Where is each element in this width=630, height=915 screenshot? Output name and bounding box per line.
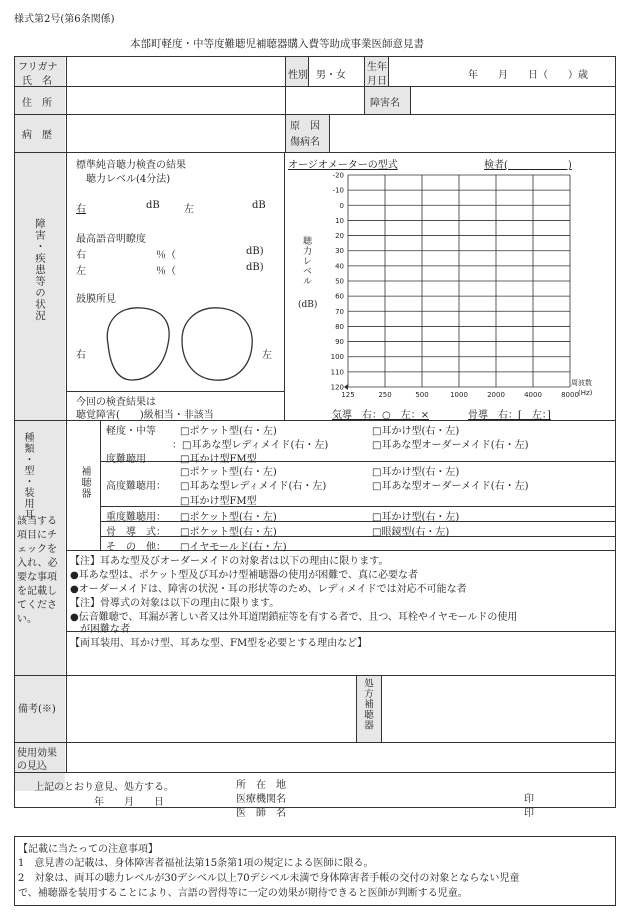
- bone-glasses[interactable]: □眼鏡型(右・左): [372, 527, 450, 538]
- status-side-label: 障害・疾患等の状況: [34, 218, 46, 322]
- note-2: ●耳あな型は、ポケット型及び耳かけ型補聴器の使用が困難で、真に必要な者: [70, 570, 419, 581]
- y-tick-label: 50: [335, 277, 344, 286]
- prescribe-label: 処方補聴器: [362, 678, 373, 731]
- severe-ear-hook[interactable]: □耳かけ型(右・左): [372, 512, 460, 523]
- sex-label: 性別: [288, 70, 308, 81]
- disability-label: 障害名: [370, 98, 400, 109]
- y-tick-label: 60: [335, 292, 344, 301]
- axis-arrow-icon: [344, 384, 348, 390]
- eardrum-right-label: 右: [76, 350, 86, 361]
- disability-field[interactable]: [414, 88, 612, 112]
- note-1: 【注】耳あな型及びオーダーメイドの対象者は以下の理由に限ります。: [70, 556, 389, 567]
- speech-label: 最高語音明瞭度: [76, 234, 146, 245]
- audiogram-yunit: (dB): [298, 300, 318, 310]
- form-number: 様式第2号(第6条関係): [14, 14, 115, 25]
- cause-label-2: 傷病名: [290, 137, 320, 148]
- x-tick-label: 500: [415, 391, 429, 399]
- name-label: 氏 名: [22, 76, 52, 87]
- audiogram-grid: [344, 175, 570, 390]
- audiogram-xunit: (Hz): [578, 389, 593, 397]
- speech-left-label: 左: [76, 266, 86, 277]
- hearing-aid-group-label: 補聴器: [79, 466, 90, 499]
- audiogram-x-ticks: [341, 391, 579, 399]
- mild-fm[interactable]: □耳かけ型FM型: [180, 454, 257, 465]
- note-5: ●伝音難聴で、耳漏が著しい者又は外耳道閉鎖症等を有する者で、且つ、耳栓やイヤモールドの使用: [70, 612, 518, 623]
- other-label: そ の 他：: [106, 542, 166, 553]
- x-tick-label: 4000: [524, 391, 542, 399]
- footer-note-2: 2 対象は、両耳の聴力レベルが30デシベル以上70デシベル未満で身体障害者手帳の交付の対象とならない児童: [18, 873, 520, 884]
- left-label: 左: [184, 204, 194, 215]
- high-fm[interactable]: □耳かけ型FM型: [180, 496, 257, 507]
- mild-label: 軽度・中等: [106, 426, 156, 437]
- result-line-2[interactable]: 聴覚障害( )級相当・非該当: [76, 410, 214, 421]
- history-label: 病 歴: [22, 130, 52, 141]
- sign-institution: 医療機関名: [236, 794, 286, 805]
- y-tick-label: -20: [332, 171, 344, 180]
- audiogram-chart[interactable]: [285, 165, 585, 405]
- x-tick-label: 8000: [561, 391, 579, 399]
- mild-label-2: 度難聴用: [106, 454, 146, 465]
- reason-field[interactable]: [70, 648, 610, 672]
- sex-value[interactable]: 男・女: [316, 70, 346, 81]
- speech-left-pct[interactable]: ％（: [156, 266, 176, 277]
- cause-field[interactable]: [334, 118, 612, 148]
- db-unit-left: dB: [252, 200, 266, 211]
- footer-note-3: で、補聴器を装用することにより、言語の習得等に一定の効果が期待できると医師が判断する児童。: [18, 888, 468, 899]
- sign-statement: 上記のとおり意見、処方する。: [34, 782, 174, 793]
- y-tick-label: 80: [335, 322, 344, 331]
- address-label: 住 所: [22, 98, 52, 109]
- audiogram-y-ticks: [331, 172, 344, 392]
- right-label: 右: [76, 204, 86, 215]
- birth-label-1: 生年: [367, 62, 387, 73]
- high-label: 高度難聴用：: [106, 481, 166, 492]
- y-tick-label: 100: [330, 353, 344, 362]
- y-tick-label: 30: [335, 247, 344, 256]
- name-field[interactable]: [70, 58, 282, 84]
- remarks-label: 備考(※): [18, 704, 56, 715]
- high-in-ear-ready[interactable]: □耳あな型レディメイド(右・左): [180, 481, 327, 492]
- y-tick-label: 90: [335, 338, 344, 347]
- address-field[interactable]: [70, 88, 360, 112]
- eardrum-diagram[interactable]: [94, 300, 264, 388]
- device-side-label-b: 該当する項目にチェックを入れ、必要な事項を記載してください。: [17, 516, 58, 625]
- other-earmold[interactable]: □イヤモールド(右・左): [180, 542, 287, 553]
- footer-note-1: 1 意見書の記載は、身体障害者福祉法第15条第1項の規定による医師に限る。: [18, 858, 374, 869]
- seal-mark-2: 印: [524, 808, 534, 819]
- note-3: ●オーダーメイドは、障害の状況・耳の形状等のため、レディメイドでは対応不可能な者: [70, 584, 467, 595]
- legend-air: 気導 右：○ 左：×: [332, 410, 430, 421]
- effect-label-2: の見込: [17, 761, 47, 772]
- examiner-field[interactable]: 検者( ): [484, 160, 572, 171]
- high-ear-hook[interactable]: □耳かけ型(右・左): [372, 467, 460, 478]
- y-tick-label: 0: [339, 201, 344, 210]
- y-tick-label: -10: [332, 186, 344, 195]
- device-side-label-a: 種類・型・装用耳: [22, 432, 33, 520]
- x-tick-label: 1000: [450, 391, 468, 399]
- sign-date[interactable]: 年 月 日: [94, 797, 164, 808]
- y-tick-label: 120: [330, 383, 344, 392]
- left-eardrum-outline: [182, 308, 252, 380]
- speech-right-db: dB): [246, 246, 264, 257]
- eardrum-left-label: 左: [262, 350, 272, 361]
- mild-ear-hook[interactable]: □耳かけ型(右・左): [372, 426, 460, 437]
- footer-title: 【記載に当たっての注意事項】: [18, 844, 158, 855]
- cause-label-1: 原 因: [290, 121, 320, 132]
- sign-address: 所 在 地: [236, 780, 286, 791]
- mild-in-ear-custom[interactable]: □耳あな型オーダーメイド(右・左): [372, 440, 529, 451]
- history-field[interactable]: [70, 118, 280, 148]
- remarks-field[interactable]: [70, 680, 352, 738]
- audiogram-xlabel: 周波数: [571, 379, 592, 387]
- audiogram-title: オージオメーターの型式: [288, 160, 398, 171]
- seal-mark-1: 印: [524, 794, 534, 805]
- result-line-1: 今回の検査結果は: [76, 397, 156, 408]
- reason-label: 【両耳装用、耳かけ型、耳あな型、FM型を必要とする理由など】: [70, 638, 368, 649]
- x-tick-label: 125: [341, 391, 355, 399]
- high-pocket[interactable]: □ポケット型(右・左): [180, 467, 277, 478]
- mild-in-ear-ready[interactable]: ：□耳あな型レディメイド(右・左): [172, 440, 329, 451]
- birth-value[interactable]: 年 月 日（ ）歳: [468, 70, 588, 81]
- legend-bone: 骨導 右：[ 左：]: [468, 410, 551, 421]
- y-tick-label: 110: [330, 368, 344, 377]
- prescribe-field[interactable]: [386, 680, 612, 738]
- y-tick-label: 10: [335, 216, 344, 225]
- form-title: 本部町軽度・中等度難聴児補聴器購入費等助成事業医師意見書: [130, 38, 424, 50]
- db-unit-right: dB: [146, 200, 160, 211]
- speech-right-pct[interactable]: ％（: [156, 250, 176, 261]
- sign-doctor: 医 師 名: [236, 808, 286, 819]
- high-in-ear-custom[interactable]: □耳あな型オーダーメイド(右・左): [372, 481, 529, 492]
- hearing-result-line[interactable]: [76, 200, 264, 215]
- note-4: 【注】骨導式の対象は以下の理由に限ります。: [70, 598, 280, 609]
- furigana-label: フリガナ: [18, 62, 58, 73]
- std-test-label: 標準純音聴力検査の結果: [76, 160, 186, 171]
- severe-label: 重度難聴用：: [106, 512, 166, 523]
- eardrum-label: 鼓膜所見: [76, 294, 116, 305]
- x-tick-label: 2000: [487, 391, 505, 399]
- y-tick-label: 20: [335, 232, 344, 241]
- y-tick-label: 40: [335, 262, 344, 271]
- x-tick-label: 250: [378, 391, 392, 399]
- hearing-level-label: 聴力レベル(4分法): [86, 174, 171, 185]
- mild-pocket[interactable]: □ポケット型(右・左): [180, 426, 277, 437]
- note-6: が困難な者: [80, 624, 130, 635]
- effect-field[interactable]: [70, 746, 610, 768]
- speech-left-db: dB): [246, 262, 264, 273]
- y-tick-label: 70: [335, 307, 344, 316]
- birth-label-2: 月日: [367, 76, 387, 87]
- effect-label-1: 使用効果: [17, 748, 57, 759]
- bone-label: 骨 導 式：: [106, 527, 166, 538]
- audiogram-ylabel: 聴力レベル: [301, 236, 311, 286]
- severe-pocket[interactable]: □ポケット型(右・左): [180, 512, 277, 523]
- right-eardrum-outline: [107, 308, 169, 380]
- speech-right-label: 右: [76, 250, 86, 261]
- bone-pocket[interactable]: □ポケット型(右・左): [180, 527, 277, 538]
